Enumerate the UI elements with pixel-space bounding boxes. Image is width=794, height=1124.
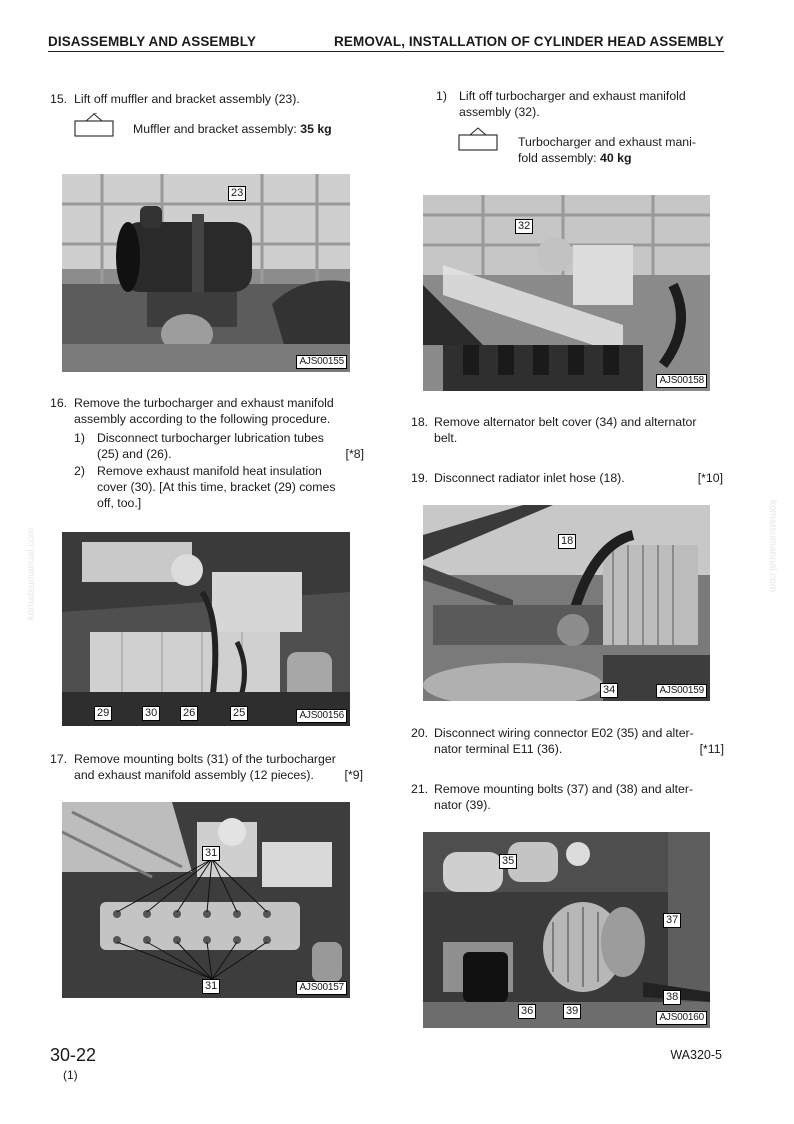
photo-turbocharger-lift: [423, 195, 710, 391]
reference-mark: [*11]: [699, 742, 724, 756]
step-16-sub-2: 2) Remove exhaust manifold heat insulation cover (30). [At this time, bracket (29) comes off, too.]: [74, 464, 336, 510]
callout-label: 35: [499, 854, 517, 869]
step-21: 21. Remove mounting bolts (37) and (38) and alter- nator (39).: [411, 782, 694, 812]
photo-heat-insulation-cover: [62, 532, 350, 726]
callout-label: 37: [663, 913, 681, 928]
photo-code: AJS00158: [656, 374, 707, 388]
header-rule: [48, 51, 724, 52]
callout-label: 31: [202, 846, 220, 861]
step-16-sub-1: 1) Disconnect turbocharger lubrication tubes (25) and (26). [*8]: [74, 431, 364, 461]
photo-mounting-bolts: [62, 802, 350, 998]
callout-label: 26: [180, 706, 198, 721]
reference-mark: [*9]: [344, 768, 363, 782]
photo-code: AJS00157: [296, 981, 347, 995]
chapter-title: REMOVAL, INSTALLATION OF CYLINDER HEAD ASSEMBLY: [334, 34, 724, 49]
callout-label: 23: [228, 186, 246, 201]
photo-code: AJS00159: [656, 684, 707, 698]
step-16-sub-3: 1) Lift off turbocharger and exhaust manifold assembly (32).: [436, 89, 686, 119]
weight-15: Muffler and bracket assembly: 35 kg: [133, 122, 332, 136]
callout-label: 29: [94, 706, 112, 721]
callout-label: 18: [558, 534, 576, 549]
photo-code: AJS00156: [296, 709, 347, 723]
callout-label: 31: [202, 979, 220, 994]
photo-code: AJS00155: [296, 355, 347, 369]
callout-label: 38: [663, 990, 681, 1005]
step-17: 17. Remove mounting bolts (31) of the turbocharger and exhaust manifold assembly (12 pieces). [*9]: [50, 752, 363, 782]
reference-mark: [*8]: [345, 447, 364, 461]
photo-muffler: [62, 174, 350, 372]
photo-code: AJS00160: [656, 1011, 707, 1025]
callout-label: 32: [515, 219, 533, 234]
model-number: WA320-5: [670, 1048, 722, 1062]
page-header: [48, 34, 724, 52]
weight-hoist-icon: [458, 127, 498, 153]
watermark-left: komatsumanual.com: [26, 527, 37, 620]
callout-label: 39: [563, 1004, 581, 1019]
step-15: 15. Lift off muffler and bracket assembly (23).: [50, 92, 300, 106]
step-20: 20. Disconnect wiring connector E02 (35) and alter- nator terminal E11 (36). [*11]: [411, 726, 724, 756]
callout-label: 36: [518, 1004, 536, 1019]
page-number: 30-22: [50, 1045, 97, 1065]
step-18: 18. Remove alternator belt cover (34) and alternator belt.: [411, 415, 697, 445]
step-16: 16. Remove the turbocharger and exhaust manifold assembly according to the following procedure.: [50, 396, 334, 426]
weight-hoist-icon: [74, 113, 114, 139]
step-19: 19. Disconnect radiator inlet hose (18). [*10]: [411, 471, 723, 485]
callout-label: 34: [600, 683, 618, 698]
reference-mark: [*10]: [697, 471, 723, 485]
callout-label: 30: [142, 706, 160, 721]
weight-3: Turbocharger and exhaust mani- fold assembly: 40 kg: [518, 135, 696, 165]
photo-alternator: [423, 832, 710, 1028]
callout-label: 25: [230, 706, 248, 721]
revision-number: (1): [63, 1068, 78, 1082]
watermark-right: komatsumanual.com: [767, 500, 778, 593]
section-title: DISASSEMBLY AND ASSEMBLY: [48, 34, 256, 49]
photo-radiator-hose: [423, 505, 710, 701]
